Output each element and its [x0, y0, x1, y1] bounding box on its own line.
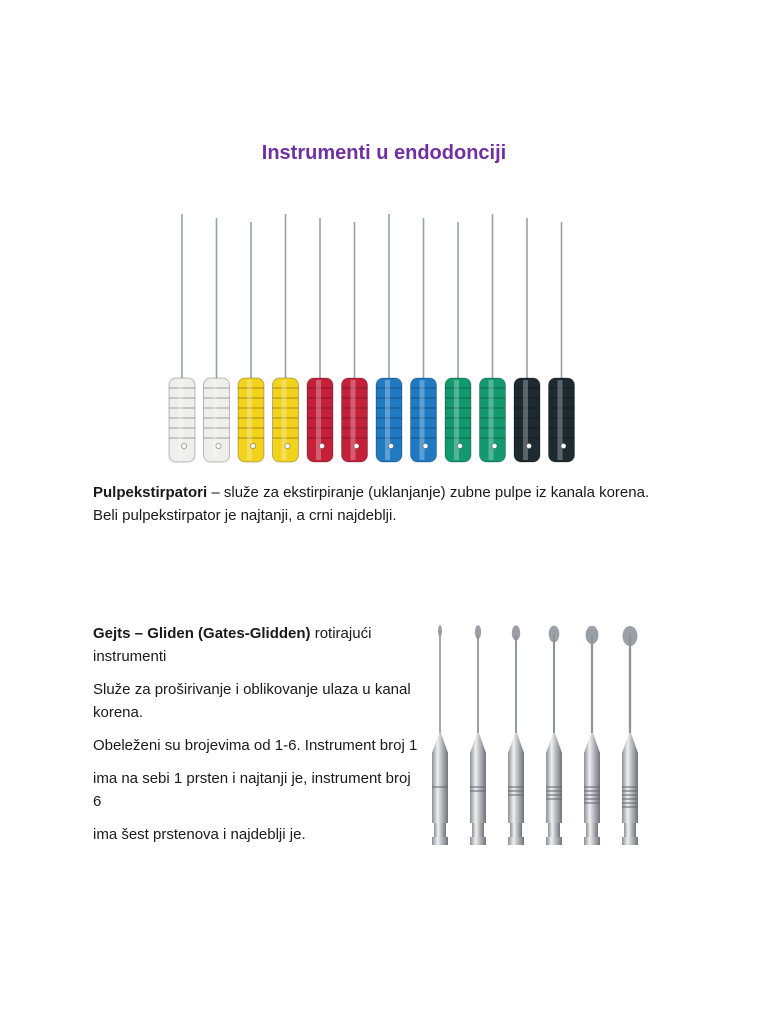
gates-glidden-thickest: ima šest prstenova i najdeblji je.: [93, 826, 306, 843]
pulpekstirpatori-paragraph: [93, 481, 653, 527]
gates-glidden-drill: [622, 626, 638, 845]
endodontic-files-image: [130, 208, 580, 470]
gates-glidden-purpose: Služe za proširivanje i oblikovanje ulaza u kanal korena.: [93, 681, 411, 721]
file-instrument: [342, 222, 368, 462]
pulpekstirpatori-description: – služe za ekstirpiranje (uklanjanje) zubne pulpe iz kanala korena. Beli pulpekstirpator je najtanji, a crni najdeblji.: [93, 484, 650, 524]
gates-glidden-term: Gejts – Gliden (Gates-Glidden): [93, 625, 311, 642]
gates-glidden-drill: [432, 625, 448, 845]
file-instrument: [411, 218, 437, 462]
file-instrument: [273, 214, 299, 462]
gates-glidden-rings: ima na sebi 1 prsten i najtanji je, instrument broj 6: [93, 770, 411, 810]
gates-glidden-drill: [546, 626, 562, 845]
file-instrument: [238, 222, 264, 462]
file-instrument: [169, 214, 195, 462]
file-instrument: [376, 214, 402, 462]
file-instrument: [549, 222, 575, 462]
pulpekstirpatori-term: Pulpekstirpatori: [93, 484, 208, 501]
gates-glidden-text: [93, 622, 423, 856]
gates-glidden-image: [420, 615, 650, 855]
page-title: Instrumenti u endodonciji: [261, 142, 507, 164]
file-instrument: [445, 222, 471, 462]
file-instrument: [514, 218, 540, 462]
gates-glidden-numbering: Obeleženi su brojevima od 1-6. Instrument broj 1: [93, 737, 418, 754]
gates-glidden-drill: [508, 625, 524, 845]
file-instrument: [307, 218, 333, 462]
gates-glidden-drill: [470, 625, 486, 845]
file-instrument: [204, 218, 230, 462]
gates-glidden-heading: [93, 622, 423, 668]
gates-glidden-drill: [584, 626, 600, 845]
gates-glidden-term-rest: rotirajući instrumenti: [93, 625, 372, 665]
file-instrument: [480, 214, 506, 462]
